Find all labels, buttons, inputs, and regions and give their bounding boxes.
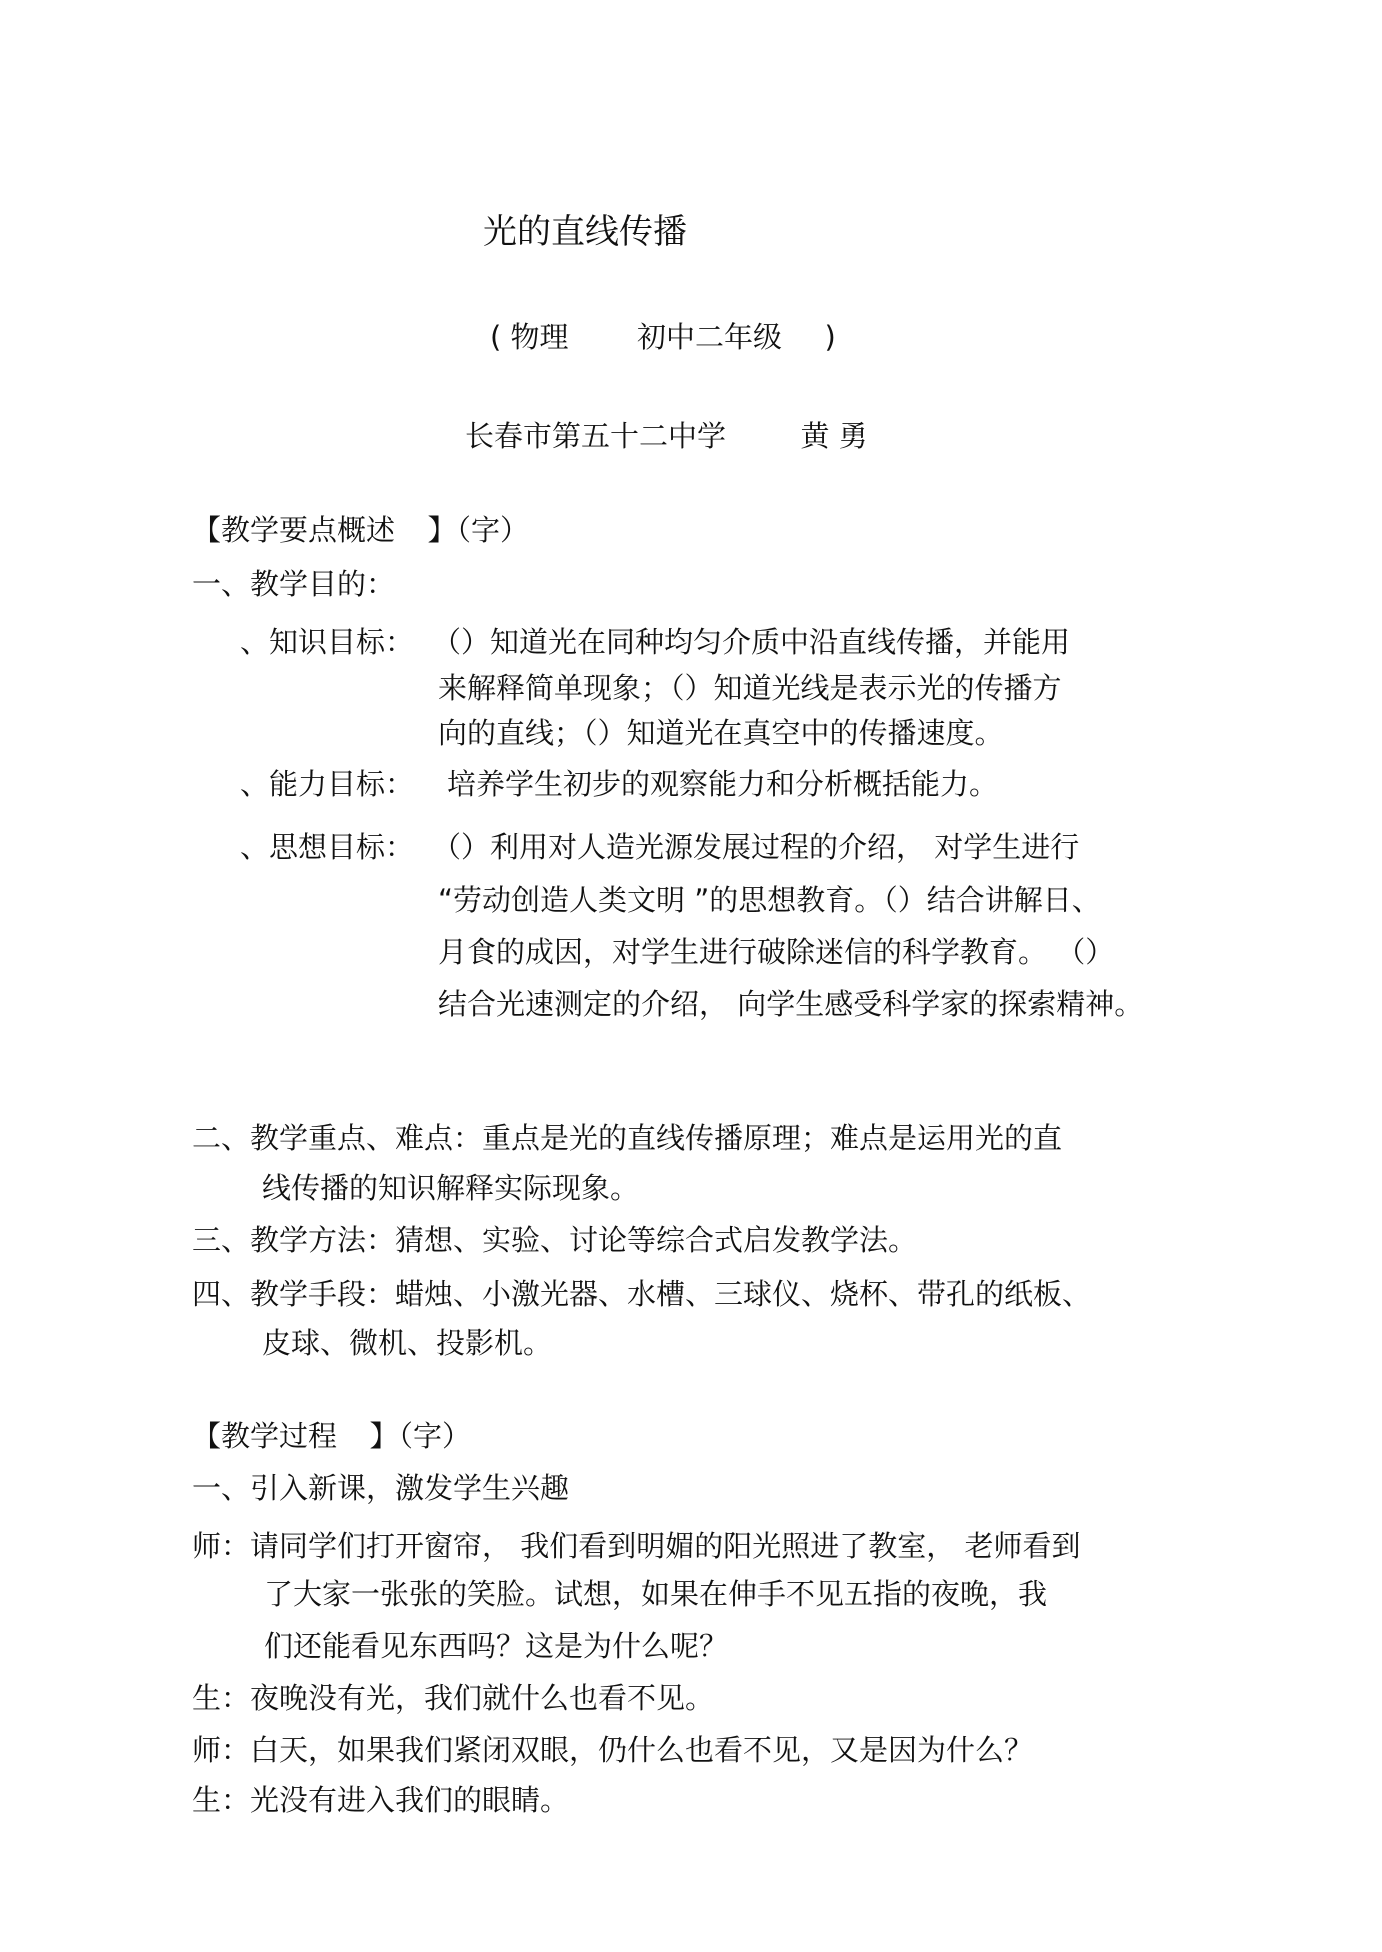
teacher-line-2: 了大家一张张的笑脸。试想，如果在伸手不见五指的夜晚，我: [264, 1577, 1048, 1611]
document-title: 光的直线传播: [483, 212, 687, 252]
school-name: 长春市第五十二中学: [465, 419, 727, 453]
teaching-goals-heading: 一、教学目的：: [192, 567, 396, 601]
thought-goal-label: 、思想目标：: [240, 830, 415, 864]
knowledge-goal-label: 、知识目标：: [240, 625, 415, 659]
teacher-line-1: 师：请同学们打开窗帘， 我们看到明媚的阳光照进了教室， 老师看到: [192, 1529, 1081, 1563]
section-heading-process: 【教学过程 】（字）: [192, 1419, 471, 1453]
grade-label: 初中二年级: [636, 320, 782, 354]
student-line-2: 生：光没有进入我们的眼睛。: [192, 1783, 570, 1817]
subject-label: ( 物理: [490, 320, 569, 354]
thought-goal-line-3: 月食的成因，对学生进行破除迷信的科学教育。 （）: [438, 935, 1115, 969]
knowledge-goal-line-2: 来解释简单现象；（）知道光线是表示光的传播方: [438, 671, 1062, 705]
key-points-line-1: 二、教学重点、难点：重点是光的直线传播原理；难点是运用光的直: [192, 1121, 1063, 1155]
teacher-line-4: 师：白天，如果我们紧闭双眼，仍什么也看不见，又是因为什么？: [192, 1733, 1034, 1767]
subject-close: ): [824, 320, 836, 354]
thought-goal-line-2: “劳动创造人类文明 ”的思想教育。（）结合讲解日、: [438, 883, 1101, 917]
author-line: [465, 418, 868, 454]
key-points-line-2: 线传播的知识解释实际现象。: [262, 1171, 640, 1205]
student-line-1: 生：夜晚没有光，我们就什么也看不见。: [192, 1681, 715, 1715]
ability-goal-label: 、能力目标：: [240, 767, 415, 801]
thought-goal-line-4: 结合光速测定的介绍， 向学生感受科学家的探索精神。: [438, 987, 1144, 1021]
teaching-tools-line-1: 四、教学手段：蜡烛、小激光器、水槽、三球仪、烧杯、带孔的纸板、: [192, 1277, 1092, 1311]
subject-line: [490, 319, 836, 355]
author-name: 黄 勇: [800, 419, 868, 453]
teaching-tools-line-2: 皮球、微机、投影机。: [262, 1326, 553, 1360]
section-heading-overview: 【教学要点概述 】（字）: [192, 513, 529, 547]
teaching-method: 三、教学方法：猜想、实验、讨论等综合式启发教学法。: [192, 1223, 918, 1257]
teacher-line-3: 们还能看见东西吗？这是为什么呢？: [264, 1629, 729, 1663]
thought-goal-line-1: （）利用对人造光源发展过程的介绍， 对学生进行: [432, 830, 1080, 864]
knowledge-goal-line-1: （）知道光在同种均匀介质中沿直线传播，并能用: [432, 625, 1071, 659]
knowledge-goal-line-3: 向的直线；（）知道光在真空中的传播速度。: [438, 716, 1004, 750]
process-step-1: 一、引入新课，激发学生兴趣: [192, 1471, 570, 1505]
ability-goal-line-1: 培养学生初步的观察能力和分析概括能力。: [447, 767, 999, 801]
